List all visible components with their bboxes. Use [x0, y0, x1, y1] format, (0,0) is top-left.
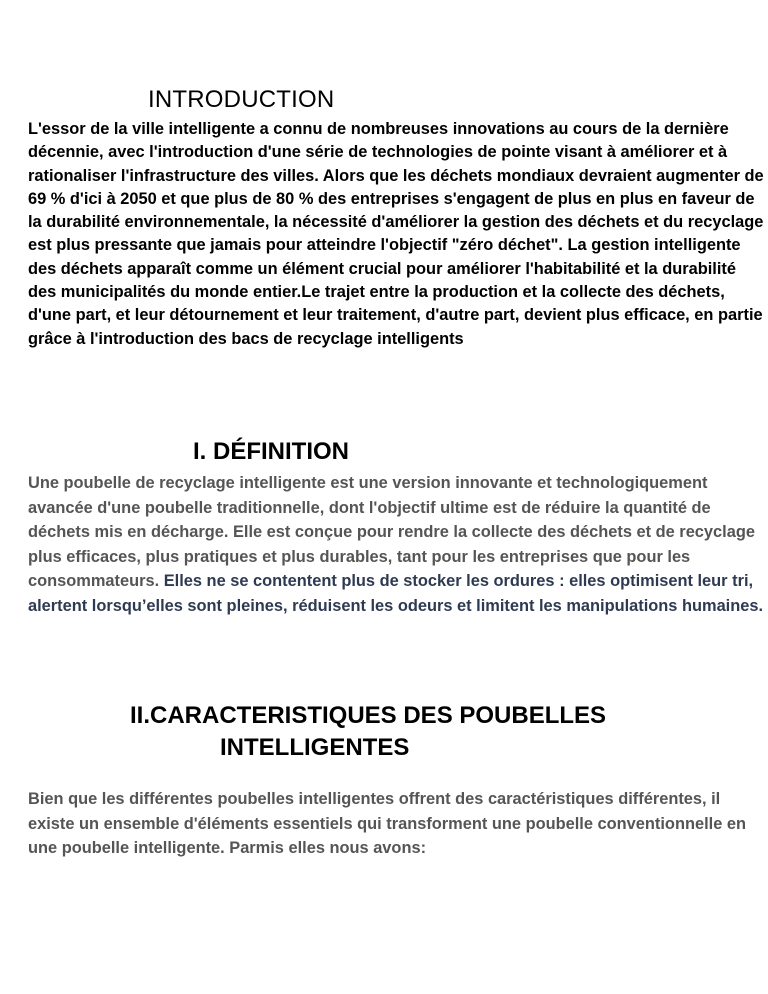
introduction-heading: INTRODUCTION	[148, 86, 335, 113]
caracteristiques-heading	[130, 700, 606, 764]
caracteristiques-paragraph: Bien que les différentes poubelles intelligentes offrent des caractéristiques différentes, il existe un ensemble d'éléments essentiels qui transforment une poubelle conventionnelle en une poubelle intelligente. Parmis elles nous avons:	[28, 790, 746, 858]
definition-paragraph	[28, 471, 766, 619]
definition-heading: I. DÉFINITION	[193, 438, 349, 465]
caracteristiques-heading-line1: II.CARACTERISTIQUES DES POUBELLES	[130, 702, 607, 729]
introduction-paragraph: L'essor de la ville intelligente a connu de nombreuses innovations au cours de la dernière décennie, avec l'introduction d'une série de technologies de pointe visant à améliorer et à rationaliser l'infrastructure des villes. Alors que les déchets mondiaux devraient augmenter de 69 % d'ici à 2050 et que plus de 80 % des entreprises s'engagent de plus en plus en faveur de la durabilité environnementale, la nécessité d'améliorer la gestion des déchets et du recyclage est plus pressante que jamais pour atteindre l'objectif "zéro déchet". La gestion intelligente des déchets apparaît comme un élément crucial pour améliorer l'habitabilité et la durabilité des municipalités du monde entier.Le trajet entre la production et la collecte des déchets, d'une part, et leur détournement et leur traitement, d'autre part, devient plus efficace, en partie grâce à l'introduction des bacs de recyclage intelligents	[28, 120, 764, 348]
definition-accent-text: Elles ne se contentent plus de stocker les ordures : elles optimisent leur tri, alertent lorsqu’elles sont pleines, réduisent les odeurs et limitent les manipulations humaines.	[28, 572, 764, 615]
definition-text: Une poubelle de recyclage intelligente est une version innovante et technologiquement avancée d'une poubelle traditionnelle, dont l'objectif ultime est de réduire la quantité de déchets mis en décharge. Elle est conçue pour rendre la collecte des déchets et de recyclage plus efficaces, plus pratiques et plus durables, tant pour les entreprises que pour les consommateurs.	[28, 474, 755, 591]
caracteristiques-heading-line2: INTELLIGENTES	[220, 734, 410, 761]
